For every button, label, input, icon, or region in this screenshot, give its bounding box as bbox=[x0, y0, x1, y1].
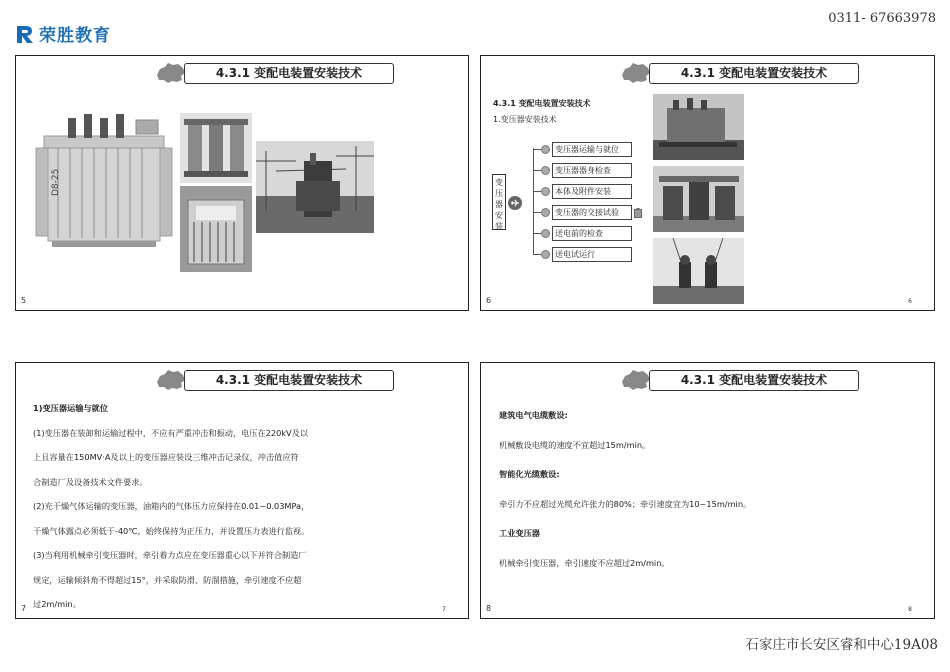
transformer-image bbox=[28, 108, 178, 258]
body-line: (2)充干燥气体运输的变压器，油箱内的气体压力应保持在0.01~0.03MPa， bbox=[33, 501, 310, 511]
china-map-icon bbox=[619, 61, 653, 85]
list-item-label: 本体及附件安装 bbox=[552, 184, 632, 199]
body-heading: 智能化光缆敷设: bbox=[499, 469, 560, 479]
bullet-icon bbox=[541, 166, 550, 175]
page-number: 8 bbox=[486, 604, 492, 613]
slide-6 bbox=[480, 55, 935, 311]
slide-5 bbox=[15, 55, 469, 311]
list-item bbox=[533, 247, 632, 261]
slide-7 bbox=[15, 362, 469, 619]
page-number-right: 6 bbox=[908, 298, 912, 305]
list-item-label: 变压器运输与就位 bbox=[552, 142, 632, 157]
body-line: 机械牵引变压器，牵引速度不应超过2m/min。 bbox=[499, 557, 670, 568]
china-map-icon bbox=[154, 61, 188, 85]
page-number-right: 8 bbox=[908, 606, 912, 613]
substation-image bbox=[256, 141, 374, 233]
slide-title: 4.3.1 变配电装置安装技术 bbox=[649, 63, 859, 84]
address: 石家庄市长安区睿和中心19A08 bbox=[745, 637, 938, 653]
slide-8 bbox=[480, 362, 935, 619]
body-line: 合制造厂及设备技术文件要求。 bbox=[33, 476, 148, 487]
list-item-label: 变压器器身检查 bbox=[552, 163, 632, 178]
section-heading: 4.3.1 变配电装置安装技术 bbox=[493, 99, 591, 108]
slide-title: 4.3.1 变配电装置安装技术 bbox=[649, 370, 859, 391]
logo-text: 荣胜教育 bbox=[39, 26, 111, 46]
body-line: (3)当利用机械牵引变压器时，牵引着力点应在变压器重心以下并符合制造厂 bbox=[33, 550, 307, 560]
body-line: (1)变压器在装卸和运输过程中，不应有严重冲击和振动，电压在220kV及以 bbox=[33, 427, 309, 438]
body-line: 牵引力不应超过光缆允许张力的80%；牵引速度宜为10~15m/min。 bbox=[499, 498, 752, 509]
bullet-icon bbox=[541, 145, 550, 154]
body-line: 过2m/min。 bbox=[33, 599, 81, 609]
slide-body bbox=[33, 403, 309, 619]
bullet-icon bbox=[541, 250, 550, 259]
transformer-tank-image bbox=[180, 186, 252, 272]
list-item-label: 送电试运行 bbox=[552, 247, 632, 262]
list-item bbox=[533, 184, 632, 198]
page-number: 5 bbox=[21, 296, 27, 305]
china-map-icon bbox=[154, 368, 188, 392]
slide-title: 4.3.1 变配电装置安装技术 bbox=[184, 370, 394, 391]
transformer-yard-image bbox=[653, 166, 744, 232]
list-item-label: 变压器的交接试验 bbox=[552, 205, 632, 220]
vertical-label: 变压器安装 bbox=[492, 174, 506, 230]
bullet-icon bbox=[541, 208, 550, 217]
page-number-right: 7 bbox=[442, 606, 446, 613]
body-heading: 1)变压器运输与就位 bbox=[33, 403, 108, 413]
china-map-icon bbox=[619, 368, 653, 392]
phone-number: 0311- 67663978 bbox=[828, 11, 936, 26]
bullet-icon bbox=[541, 187, 550, 196]
slide-body bbox=[499, 410, 751, 587]
transformer-transport-image bbox=[653, 94, 744, 160]
body-heading: 工业变压器 bbox=[499, 528, 540, 538]
body-line: 规定，运输倾斜角不得超过15°，并采取防滑、防溜措施，牵引速度不应超 bbox=[33, 574, 302, 585]
dry-transformer-image bbox=[180, 113, 252, 183]
section-subheading: 1.变压器安装技术 bbox=[493, 115, 557, 124]
list-item bbox=[533, 226, 632, 240]
body-line: 上且容量在150MV·A及以上的变压器应装设三维冲击记录仪，冲击值应符 bbox=[33, 452, 299, 462]
logo-icon bbox=[14, 23, 36, 45]
battery-icon bbox=[634, 208, 642, 218]
body-heading: 建筑电气电缆敷设: bbox=[499, 410, 568, 420]
bushing-image bbox=[653, 238, 744, 304]
page-number: 6 bbox=[486, 296, 492, 305]
transformer-label: D8-25 bbox=[51, 168, 61, 196]
body-line: 机械敷设电缆的速度不宜超过15m/min。 bbox=[499, 439, 651, 450]
bullet-icon bbox=[541, 229, 550, 238]
airplane-icon bbox=[508, 196, 522, 210]
list-item-label: 送电前的检查 bbox=[552, 226, 632, 241]
page-number: 7 bbox=[21, 604, 27, 613]
logo bbox=[14, 21, 111, 46]
list-item bbox=[533, 205, 632, 219]
body-line: 干燥气体露点必须低于-40℃，始终保持为正压力，并设置压力表进行监视。 bbox=[33, 525, 310, 536]
list-item bbox=[533, 163, 632, 177]
slide-title: 4.3.1 变配电装置安装技术 bbox=[184, 63, 394, 84]
list-item bbox=[533, 142, 632, 156]
